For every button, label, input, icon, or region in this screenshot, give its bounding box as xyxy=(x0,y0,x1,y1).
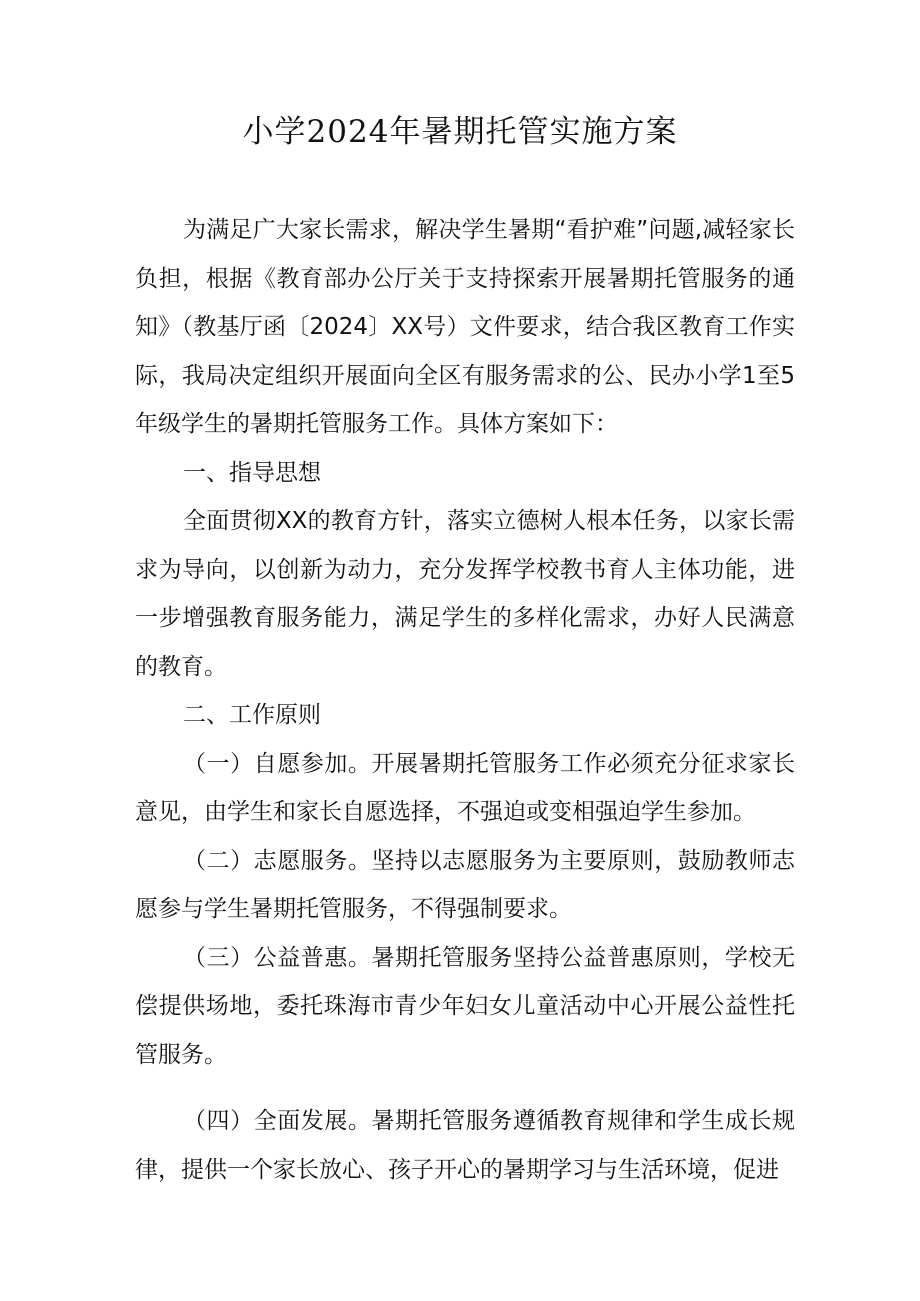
principle-voluntary: （一）自愿参加。开展暑期托管服务工作必须充分征求家长意见，由学生和家长自愿选择，不强迫或变相强迫学生参加。 xyxy=(135,750,795,825)
principle-all-round-development: （四）全面发展。暑期托管服务遵循教育规律和学生成长规律，提供一个家长放心、孩子开心的暑期学习与生活环境，促进 xyxy=(135,1108,795,1183)
paragraph-gap xyxy=(135,1079,795,1097)
guiding-ideology-paragraph: 全面贯彻XX的教育方针，落实立德树人根本任务，以家长需求为导向，以创新为动力，充分发挥学校教书育人主体功能，进一步增强教育服务能力，满足学生的多样化需求，办好人民满意的教育。 xyxy=(135,508,795,680)
intro-paragraph: 为满足广大家长需求，解决学生暑期“看护难”问题,减轻家长负担，根据《教育部办公厅关于支持探索开展暑期托管服务的通知》（教基厅函〔2024〕XX号）文件要求，结合我区教育工作实际，我局决定组织开展面向全区有服务需求的公、民办小学1至5年级学生的暑期托管服务工作。具体方案如下： xyxy=(135,217,795,437)
document-body xyxy=(135,206,795,1194)
principle-public-welfare: （三）公益普惠。暑期托管服务坚持公益普惠原则，学校无偿提供场地，委托珠海市青少年妇女儿童活动中心开展公益性托管服务。 xyxy=(135,944,795,1068)
principle-volunteer-service: （二）志愿服务。坚持以志愿服务为主要原则，鼓励教师志愿参与学生暑期托管服务，不得强制要求。 xyxy=(135,847,795,922)
document-title: 小学2024年暑期托管实施方案 xyxy=(242,114,678,150)
section-heading-work-principles: 二、工作原则 xyxy=(183,702,321,728)
section-heading-guiding-ideology: 一、指导思想 xyxy=(183,459,321,486)
